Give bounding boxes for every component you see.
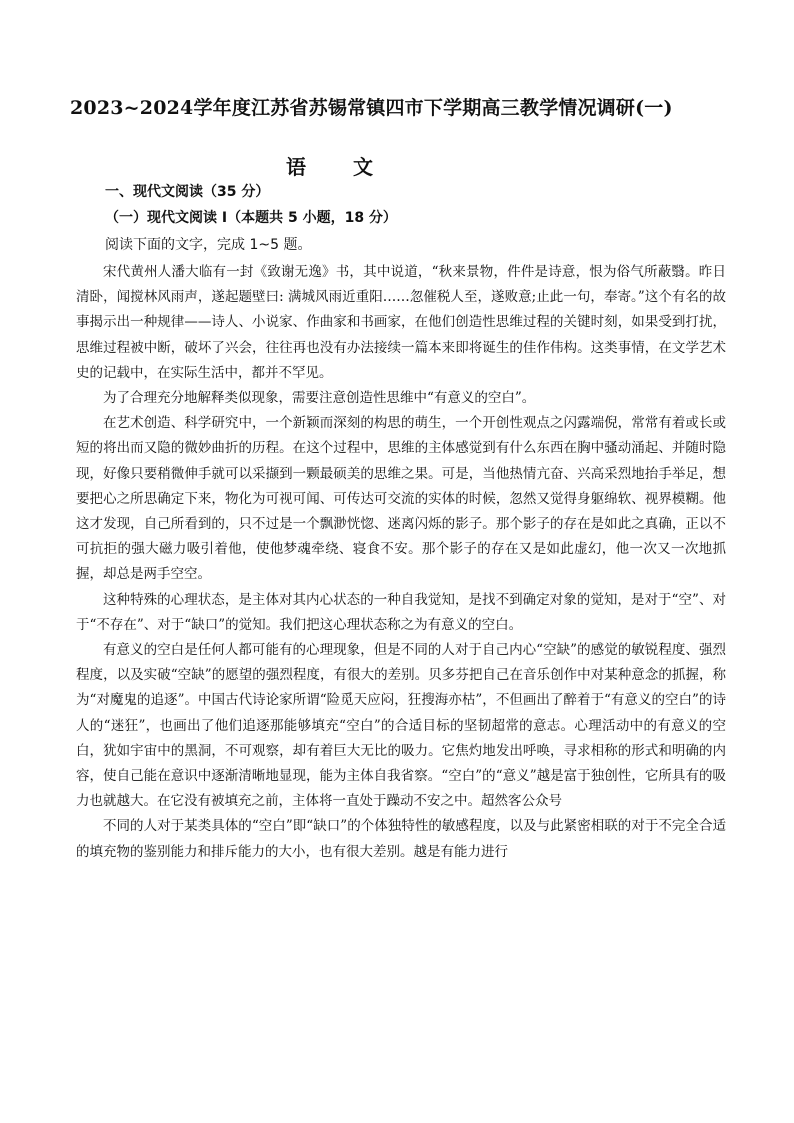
paragraph: 有意义的空白是任何人都可能有的心理现象，但是不同的人对于自己内心“空缺”的感觉的敏锐程度、强烈程度，以及实破“空缺”的愿望的强烈程度，有很大的差别。贝多芬把自己在音乐创作中对某种意念的抓握，称为“对魔鬼的追逐”。中国古代诗论家所谓“险觅天应闷，狂搜海亦枯”，不但画出了醉着于“有意义的空白”的诗人的“迷狂”，也画出了他们追逐那能够填充“空白”的合适目标的坚韧超常的意志。心理活动中的有意义的空白，犹如宇宙中的黑洞，不可观察，却有着巨大无比的吸力。它焦灼地发出呼唤，寻求相称的形式和明确的内容，使自己能在意识中逐渐清晰地显现，能为主体自我省察。“空白”的“意义”越是富于独创性，它所具有的吸力也就越大。在它没有被填充之前，主体将一直处于躁动不安之中。超然客公众号: [76, 642, 726, 810]
paragraph: 不同的人对于某类具体的“空白”即“缺口”的个体独特性的敏感程度，以及与此紧密相联的对于不完全合适的填充物的鉴别能力和排斥能力的大小，也有很大差别。越是有能力进行: [76, 818, 726, 860]
subject-heading: 语 文: [286, 155, 393, 179]
exam-title: 2023~2024学年度江苏省苏锡常镇四市下学期高三教学情况调研(一): [70, 97, 673, 119]
reading-instruction: 阅读下面的文字，完成 1~5 题。: [105, 237, 312, 253]
paragraph: 宋代黄州人潘大临有一封《致谢无逸》书，其中说道，“秋来景物，件件是诗意，恨为俗气所蔽翳。昨日清卧，闻搅林风雨声，遂起题壁曰: 满城风雨近重阳……忽催税人至，遂败意;止此一句，奉寄。”这个有名的故事揭示出一种规律——诗人、小说家、作曲家和书画家，在他们创造性思维过程的关键时刻，如果受到打扰，思维过程被中断，破坏了兴会，往往再也没有办法接续一篇本来即将诞生的佳作伟构。这类事情，在文学艺术史的记载中，在实际生活中，都并不罕见。: [76, 264, 726, 381]
passage-body: [76, 260, 726, 865]
subsection-heading: （一）现代文阅读 I（本题共 5 小题，18 分）: [105, 210, 397, 226]
paragraph: 这种特殊的心理状态，是主体对其内心状态的一种自我觉知，是找不到确定对象的觉知，是对于“空”、对于“不存在”、对于“缺口”的觉知。我们把这心理状态称之为有意义的空白。: [76, 591, 726, 633]
paragraph: 在艺术创造、科学研究中，一个新颖而深刻的构思的萌生，一个开创性观点之闪露端倪，常常有着或长或短的将出而又隐的微妙曲折的历程。在这个过程中，思维的主体感觉到有什么东西在胸中骚动涌起、并随时隐现，好像只要稍微伸手就可以采撷到一颗最硕美的思维之果。可是，当他热情亢奋、兴高采烈地抬手举足，想要把心之所思确定下来，物化为可视可闻、可传达可交流的实体的时候，忽然又觉得身躯绵软、视界模糊。他这才发现，自己所看到的，只不过是一个飘渺恍惚、迷离闪烁的影子。那个影子的存在是如此之真确，正以不可抗拒的强大磁力吸引着他，使他梦魂牵绕、寝食不安。那个影子的存在又是如此虚幻，他一次又一次地抓握，却总是两手空空。: [76, 415, 726, 583]
section-heading: 一、现代文阅读（35 分）: [105, 184, 270, 200]
paragraph: 为了合理充分地解释类似现象，需要注意创造性思维中“有意义的空白”。: [103, 390, 536, 407]
